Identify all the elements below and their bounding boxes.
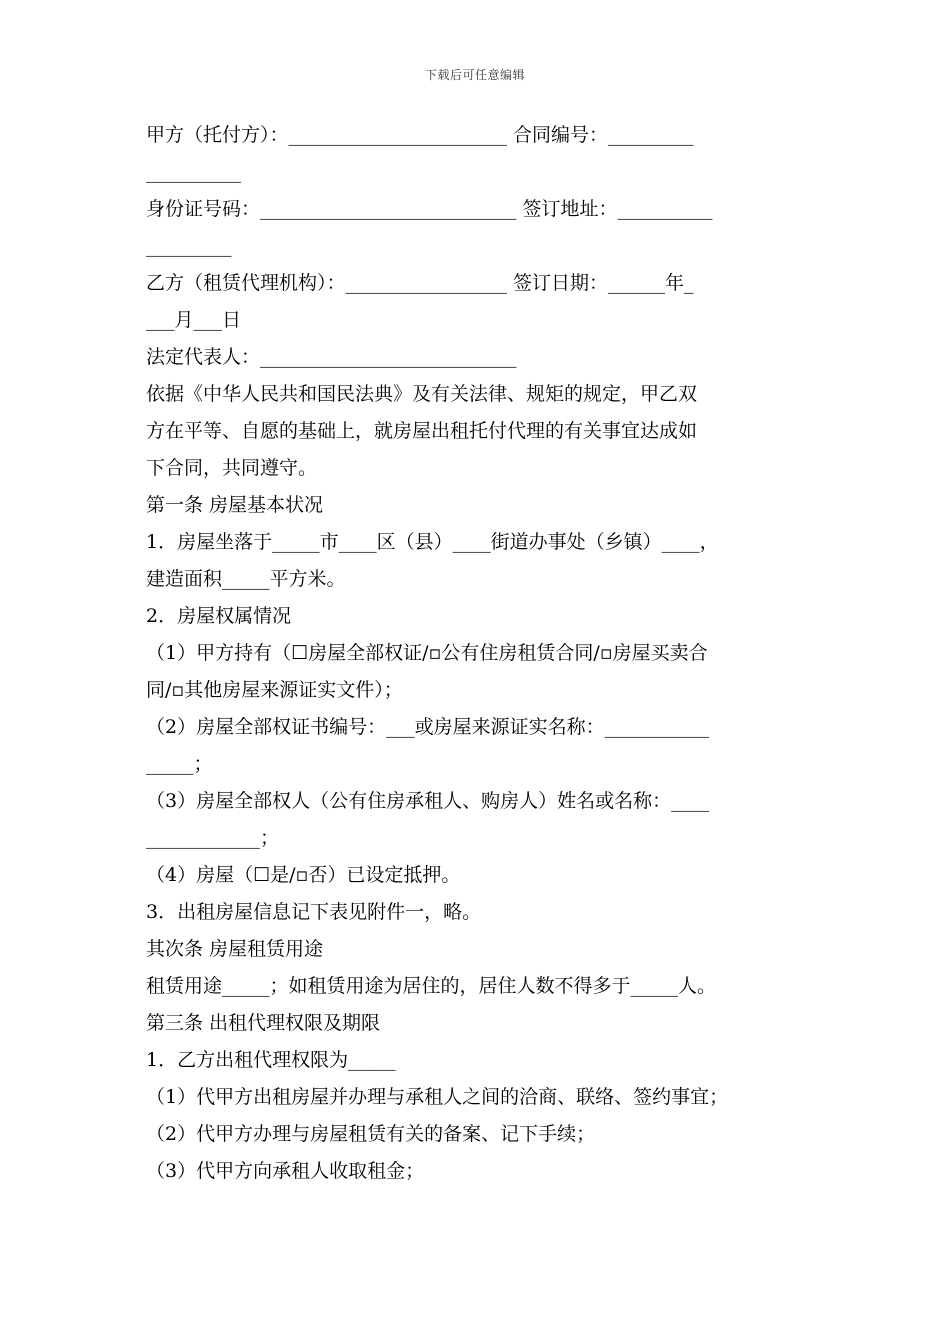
id-number-line: 身份证号码：___________________________ 签订地址：__________	[146, 198, 713, 220]
article-2-heading: 其次条 房屋租赁用途	[146, 938, 324, 960]
ownership-item-3-line-1: （3）房屋全部权人（公有住房承租人、购房人）姓名或名称：____	[146, 790, 710, 812]
ownership-heading: 2．房屋权属情况	[146, 605, 292, 627]
article-1-heading: 第一条 房屋基本状况	[146, 494, 324, 516]
rental-info-line: 3．出租房屋信息记下表见附件一，略。	[146, 901, 482, 923]
ownership-item-2-line-2: _____；	[146, 753, 213, 775]
preamble-line-2: 方在平等、自愿的基础上，就房屋出租托付代理的有关事宜达成如	[146, 420, 698, 442]
page-header: 下载后可任意编辑	[424, 68, 525, 82]
ownership-item-1-line-2: 同/▫其他房屋来源证实文件）；	[146, 679, 403, 701]
preamble-line-1: 依据《中华人民共和国民法典》及有关法律、规矩的规定，甲乙双	[146, 383, 698, 405]
article-3-heading: 第三条 出租代理权限及期限	[146, 1012, 381, 1034]
authority-item-1: （1）代甲方出租房屋并办理与承租人之间的洽商、联络、签约事宜；	[146, 1086, 729, 1108]
authority-item-3: （3）代甲方向承租人收取租金；	[146, 1160, 425, 1182]
ownership-item-3-line-2: ____________；	[146, 827, 280, 849]
ownership-item-4: （4）房屋（☐是/▫否）已设定抵押。	[146, 864, 461, 886]
sign-date-continuation: ___月___日	[146, 309, 242, 331]
sign-address-continuation: _________	[146, 235, 232, 257]
ownership-item-1-line-1: （1）甲方持有（☐房屋全部权证/▫公有住房租赁合同/▫房屋买卖合	[146, 642, 708, 664]
contract-number-continuation: __________	[146, 161, 241, 183]
party-b-line: 乙方（租赁代理机构）：_________________ 签订日期：______年_	[146, 272, 694, 294]
building-area-line: 建造面积_____平方米。	[146, 568, 346, 590]
agency-authority-line: 1．乙方出租代理权限为_____	[146, 1049, 396, 1071]
document-body	[146, 117, 810, 1190]
preamble-line-3: 下合同，共同遵守。	[146, 457, 318, 479]
rental-purpose-line: 租赁用途_____；如租赁用途为居住的，居住人数不得多于_____人。	[146, 975, 717, 997]
legal-representative-line: 法定代表人：___________________________	[146, 346, 517, 368]
authority-item-2: （2）代甲方办理与房屋租赁有关的备案、记下手续；	[146, 1123, 596, 1145]
party-a-line: 甲方（托付方）：_______________________ 合同编号：_________	[146, 124, 694, 146]
ownership-item-2-line-1: （2）房屋全部权证书编号：___或房屋来源证实名称：___________	[146, 716, 710, 738]
house-location-line: 1．房屋坐落于_____市____区（县）____街道办事处（乡镇）____，	[146, 531, 719, 553]
